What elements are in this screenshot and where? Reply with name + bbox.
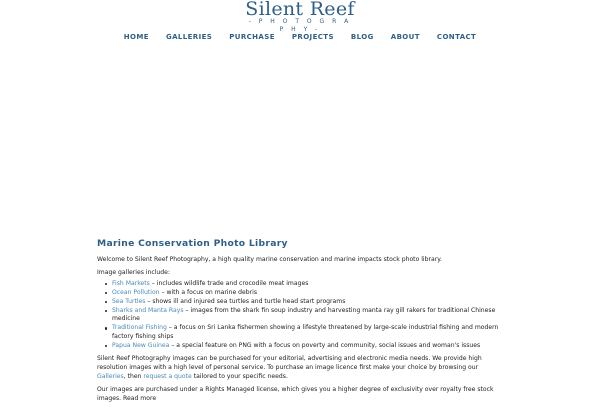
logo-tagline: - P H O T O G R A P H Y - [248, 18, 352, 33]
gallery-desc: – a special feature on PNG with a focus on poverty and community, social issues and woman's issues [169, 341, 481, 349]
purchase-paragraph [97, 355, 503, 381]
gallery-link-sea-turtles[interactable]: Sea Turtles [112, 297, 146, 305]
gallery-desc: – includes wildlife trade and crocodile meat images [149, 279, 309, 287]
main-content [97, 240, 503, 408]
gallery-link-sharks-manta-rays[interactable]: Sharks and Manta Rays [112, 306, 184, 314]
nav-contact[interactable]: CONTACT [436, 33, 477, 41]
nav-blog[interactable]: BLOG [350, 33, 374, 41]
gallery-desc: – a focus on Sri Lanka fishermen showing a lifestyle threatened by large-scale industrial fishing and modern factory fishing ships [112, 324, 499, 340]
rights-paragraph: Our images are purchased under a Rights Managed license, which gives you a higher degree of exclusivity over royalty free stock images. Read more [97, 386, 494, 402]
page-title: Marine Conservation Photo Library [97, 238, 288, 249]
purchase-text-3: tailored to your specific needs. [191, 372, 288, 380]
logo-name: Silent Reef [245, 0, 355, 20]
gallery-link-ocean-pollution[interactable]: Ocean Pollution [112, 288, 160, 296]
galleries-link[interactable]: Galleries [97, 372, 124, 380]
list-item [105, 289, 503, 298]
nav-galleries[interactable]: GALLERIES [165, 33, 213, 41]
gallery-link-traditional-fishing[interactable]: Traditional Fishing [112, 324, 167, 332]
site-header [0, 0, 600, 48]
purchase-text-1: Silent Reef Photography images can be purchased for your editorial, advertising and electronic media needs. We provide high resolution images with a high level of personal service. To purchase an image licence first make your choice by browsing our [97, 355, 482, 372]
nav-home[interactable]: HOME [123, 33, 149, 41]
site-logo[interactable] [243, 0, 357, 33]
main-nav [0, 33, 600, 41]
purchase-text-2: , then [123, 372, 144, 380]
nav-purchase[interactable]: PURCHASE [229, 33, 275, 41]
nav-projects[interactable]: PROJECTS [291, 33, 334, 41]
gallery-desc: – images from the shark fin soup industry and harvesting manta ray gill rakers for traditional Chinese medicine [112, 306, 496, 323]
hero-area [0, 48, 600, 240]
gallery-link-papua-new-guinea[interactable]: Papua New Guinea [112, 341, 170, 349]
gallery-desc: – with a focus on marine debris [159, 288, 258, 296]
list-item [105, 307, 503, 324]
list-item [105, 298, 503, 307]
gallery-link-fish-markets[interactable]: Fish Markets [112, 279, 150, 287]
gallery-list [105, 280, 503, 351]
request-quote-link[interactable]: request a quote [143, 372, 192, 380]
galleries-lead: Image galleries include: [97, 269, 170, 277]
gallery-desc: – shows ill and injured sea turtles and turtle head start programs [145, 297, 346, 305]
list-item [105, 324, 503, 341]
nav-about[interactable]: ABOUT [390, 33, 420, 41]
intro-text: Welcome to Silent Reef Photography, a high quality marine conservation and marine impacts stock photo library. [97, 255, 442, 263]
list-item [105, 280, 503, 289]
list-item [105, 342, 503, 351]
